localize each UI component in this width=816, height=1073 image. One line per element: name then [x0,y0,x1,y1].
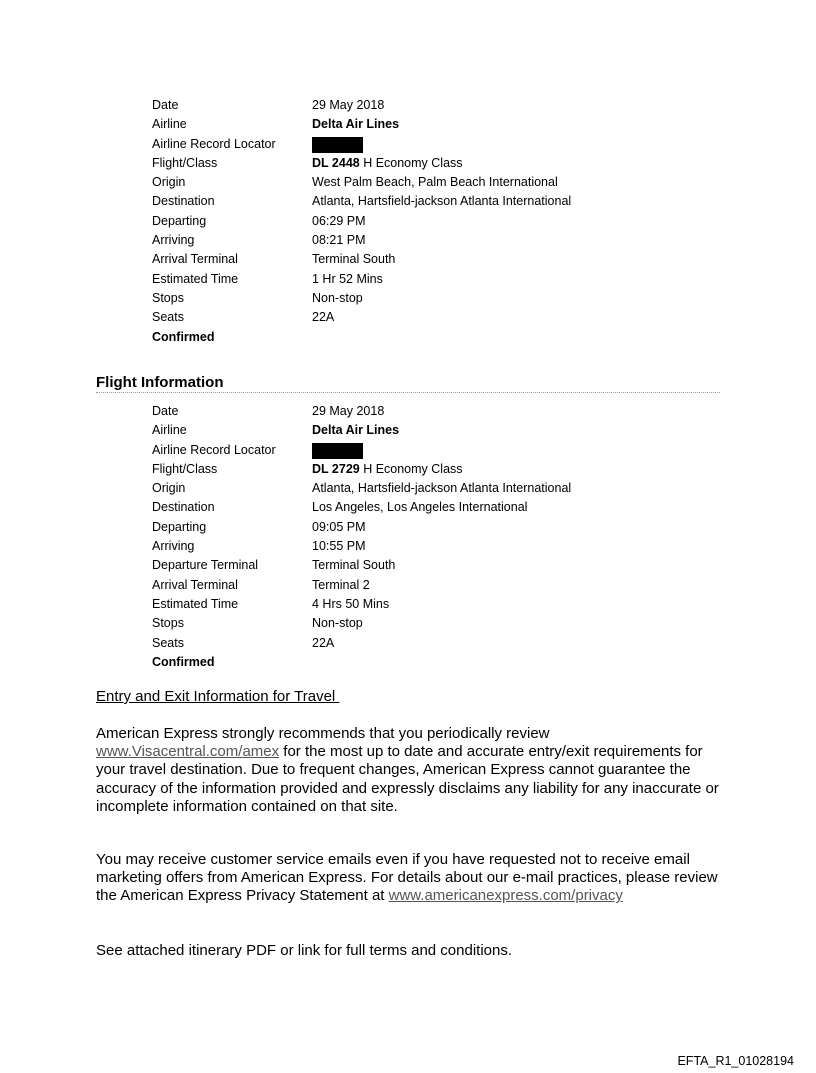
detail-label: Origin [152,175,186,190]
detail-value: 4 Hrs 50 Mins [312,596,390,611]
detail-row-estimated-time [152,595,712,614]
section-title: Flight Information [96,374,720,393]
detail-label: Departure Terminal [152,558,259,573]
detail-label: Flight/Class [152,461,218,476]
booking-status: Confirmed [152,329,215,344]
detail-label: Arrival Terminal [152,252,238,267]
detail-row-flight-class [152,460,712,479]
detail-row-arriving [152,231,712,250]
detail-label: Arrival Terminal [152,577,238,592]
detail-row-seats [152,634,712,653]
detail-value: 09:05 PM [312,519,366,534]
airline-name: Delta Air Lines [312,423,400,438]
detail-value: 22A [312,310,335,325]
entry-exit-heading: Entry and Exit Information for Travel [96,688,340,705]
detail-value: 22A [312,635,335,650]
flight-class: H Economy Class [359,461,463,476]
flight-1-details [152,96,712,347]
detail-label: Date [152,404,179,418]
detail-label: Airline Record Locator [152,136,276,151]
detail-label: Airline [152,423,187,438]
detail-row-origin [152,479,712,498]
detail-value: 29 May 2018 [312,98,385,112]
detail-value: 06:29 PM [312,213,366,228]
detail-row-arrival-terminal [152,250,712,269]
detail-label: Airline [152,117,187,132]
detail-value: Atlanta, Hartsfield-jackson Atlanta International [312,481,572,496]
detail-row-record-locator [152,135,712,154]
flight-class: H Economy Class [359,155,463,170]
detail-label: Destination [152,194,215,209]
detail-value: Los Angeles, Los Angeles International [312,500,528,515]
detail-row-arrival-terminal [152,576,712,595]
detail-value: Terminal South [312,558,396,573]
detail-row-arriving [152,537,712,556]
detail-label: Estimated Time [152,271,239,286]
detail-row-departure-terminal [152,556,712,575]
detail-row-record-locator [152,441,712,460]
visacentral-link[interactable]: www.Visacentral.com/amex [96,743,280,761]
detail-label: Origin [152,481,186,496]
detail-row-status [152,653,712,672]
document-id: EFTA_R1_01028194 [677,1054,794,1068]
detail-label: Airline Record Locator [152,442,276,457]
detail-label: Flight/Class [152,155,218,170]
flight-2-details [152,402,712,672]
detail-label: Arriving [152,233,195,248]
detail-label: Date [152,98,179,112]
flight-number: DL 2729 [312,461,360,476]
detail-value: Atlanta, Hartsfield-jackson Atlanta International [312,194,572,209]
paragraph-text: for the most up to date and accurate entry/exit requirements for your travel destination. Due to frequent changes, American Express cannot guarantee the accuracy of the information provided and expressly disclaims any liability for any inaccurate or incomplete information contained on that site. [96,743,719,815]
detail-row-flight-class [152,154,712,173]
privacy-link[interactable]: www.americanexpress.com/privacy [388,887,623,905]
detail-value: Terminal South [312,252,396,267]
booking-status: Confirmed [152,654,215,669]
detail-label: Stops [152,290,184,305]
detail-row-airline [152,421,712,440]
detail-label: Estimated Time [152,596,239,611]
detail-value: Terminal 2 [312,577,370,592]
redaction-box [312,443,363,459]
airline-name: Delta Air Lines [312,117,400,132]
terms-paragraph: See attached itinerary PDF or link for full terms and conditions. [96,942,513,959]
detail-row-airline [152,115,712,134]
detail-row-status [152,328,712,347]
detail-row-departing [152,212,712,231]
detail-row-stops [152,614,712,633]
detail-value: West Palm Beach, Palm Beach International [312,175,558,190]
detail-label: Seats [152,310,184,325]
paragraph-text: You may receive customer service emails even if you have requested not to receive email marketing offers from American Express. For details about our e-mail practices, please review the American Express Privacy Statement at [96,851,718,905]
detail-row-estimated-time [152,270,712,289]
redaction-box [312,137,363,153]
flight-number: DL 2448 [312,155,360,170]
detail-row-destination [152,192,712,211]
detail-row-date [152,402,712,421]
detail-label: Stops [152,616,184,631]
detail-label: Departing [152,213,207,228]
privacy-paragraph [96,851,726,906]
detail-row-date [152,96,712,115]
detail-label: Arriving [152,539,195,554]
detail-row-destination [152,498,712,517]
detail-label: Destination [152,500,215,515]
entry-exit-paragraph [96,725,726,816]
detail-row-origin [152,173,712,192]
detail-value: Non-stop [312,290,363,305]
detail-value: Non-stop [312,616,363,631]
detail-label: Departing [152,519,207,534]
detail-row-stops [152,289,712,308]
detail-row-seats [152,308,712,327]
detail-value: 08:21 PM [312,233,366,248]
detail-value: 1 Hr 52 Mins [312,271,383,286]
paragraph-text: American Express strongly recommends that you periodically review [96,725,550,742]
detail-value: 10:55 PM [312,539,366,554]
detail-label: Seats [152,635,184,650]
detail-row-departing [152,518,712,537]
detail-value: 29 May 2018 [312,404,385,418]
